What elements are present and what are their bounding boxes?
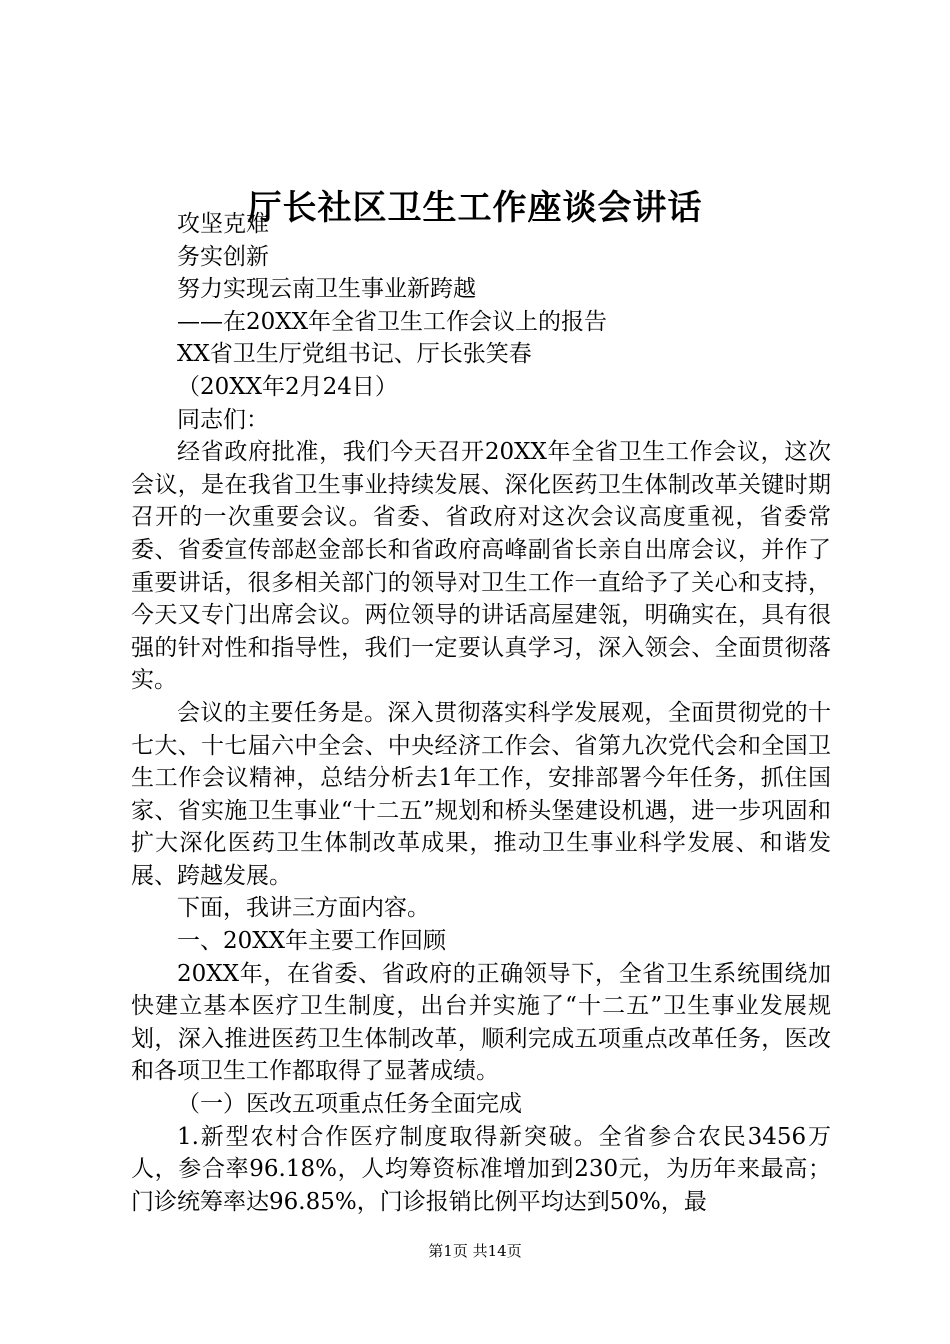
header-line-4: ——在20XX年全省卫生工作会议上的报告 [177,308,608,335]
paragraph-1: 经省政府批准，我们今天召开20XX年全省卫生工作会议，这次会议，是在我省卫生事业持续发展、深化医药卫生体制改革关键时期召开的一次重要会议。省委、省政府对这次会议高度重视，省委常委、省委宣传部赵金部长和省政府高峰副省长亲自出席会议，并作了重要讲话，很多相关部门的领导对卫生工作一直给予了关心和支持，今天又专门出席会议。两位领导的讲话高屋建瓴，明确实在，具有很强的针对性和指导性，我们一定要认真学习，深入领会、全面贯彻落实。 [131,439,831,694]
subsection-heading: （一）医改五项重点任务全面完成 [177,1091,522,1118]
transition-line: 下面，我讲三方面内容。 [177,895,430,922]
item-paragraph: 1.新型农村合作医疗制度取得新突破。全省参合农民3456万人，参合率96.18%，人均筹资标准增加到230元，为历年来最高；门诊统筹率达96.85%，门诊报销比例平均达到50%，最 [131,1123,831,1215]
section-paragraph: 20XX年，在省委、省政府的正确领导下，全省卫生系统围绕加快建立基本医疗卫生制度，出台并实施了“十二五”卫生事业发展规划，深入推进医药卫生体制改革，顺利完成五项重点改革任务，医改和各项卫生工作都取得了显著成绩。 [131,960,831,1085]
header-line-2: 务实创新 [177,243,269,270]
paragraph-2: 会议的主要任务是。深入贯彻落实科学发展观，全面贯彻党的十七大、十七届六中全会、中央经济工作会、省第九次党代会和全国卫生工作会议精神，总结分析去1年工作，安排部署今年任务，抓住国家、省实施卫生事业“十二五”规划和桥头堡建设机遇，进一步巩固和扩大深化医药卫生体制改革成果，推动卫生事业科学发展、和谐发展、跨越发展。 [131,699,831,889]
document-body [131,208,831,1218]
header-line-3: 努力实现云南卫生事业新跨越 [177,276,476,303]
document-title: 厅长社区卫生工作座谈会讲话 [247,188,703,228]
page-footer: 第1页 共14页 [428,1242,522,1260]
header-line-6: （20XX年2月24日） [177,373,398,400]
salutation: 同志们： [177,406,269,433]
header-line-1: 攻坚克难 [177,211,269,237]
section-heading: 一、20XX年主要工作回顾 [177,928,447,955]
header-line-5: XX省卫生厅党组书记、厅长张笑春 [177,341,532,368]
